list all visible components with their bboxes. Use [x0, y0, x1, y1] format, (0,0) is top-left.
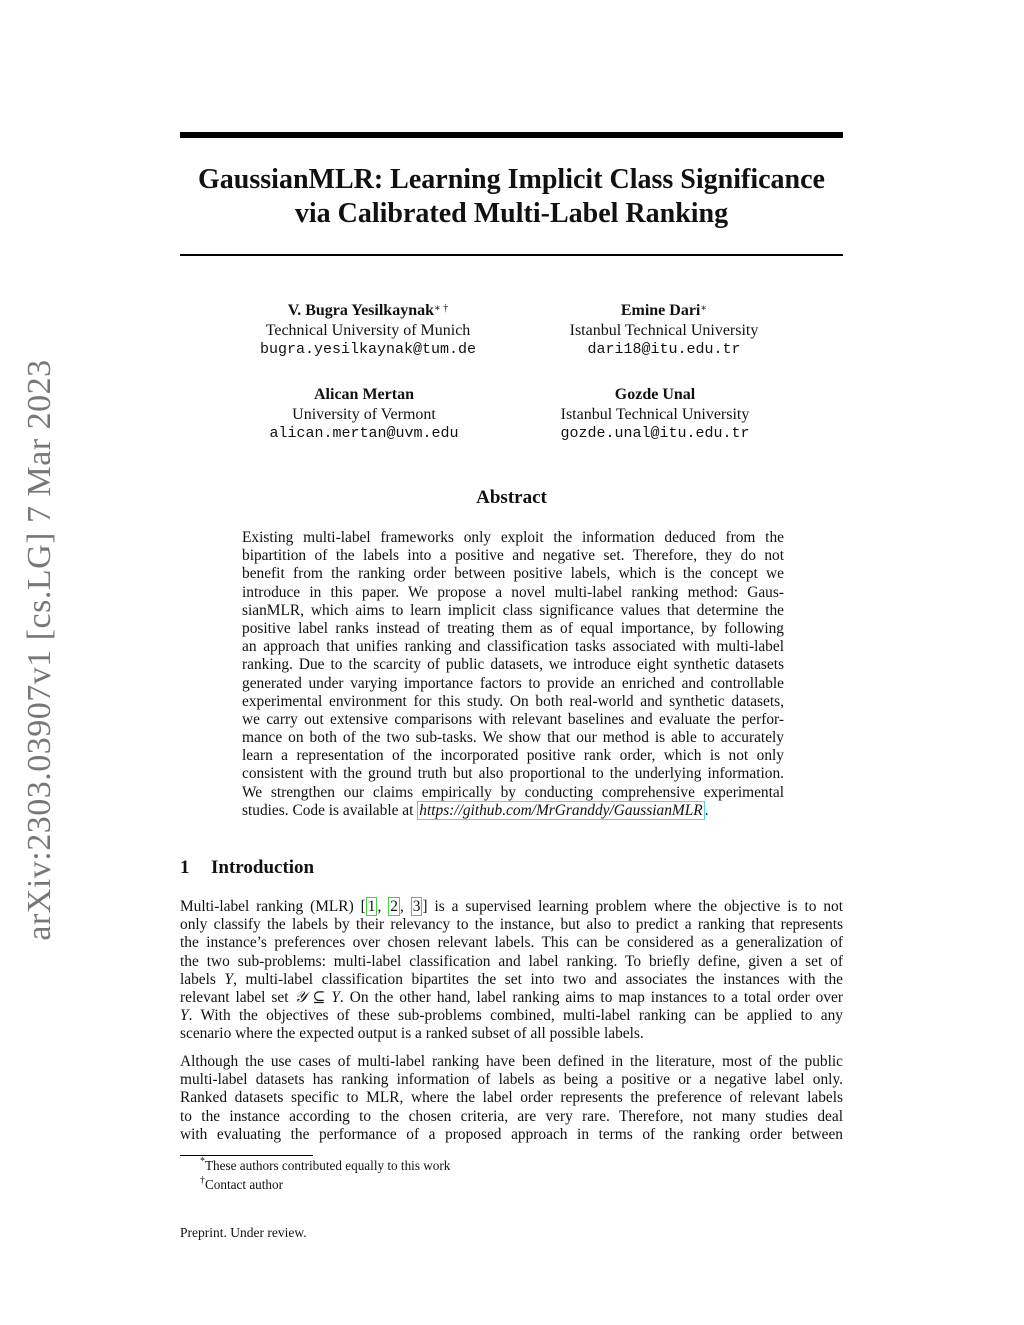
section-heading-introduction	[180, 857, 314, 879]
paragraph-line: Multi-label ranking (MLR) [ 1 , 2 , 3 ] is a supervised learning problem where the objective is to not	[180, 898, 844, 915]
paragraph-line	[180, 971, 843, 989]
section-number: 1	[180, 857, 190, 878]
abstract-line: introduce in this paper. We propose a novel multi-label ranking method: Gaus-	[242, 583, 784, 601]
intro-paragraph-1	[180, 898, 843, 1044]
paragraph-line: to the instance according to the chosen criteria, are very rare. Therefore, not many studies deal	[180, 1107, 843, 1125]
paragraph-line: with evaluating the performance of a proposed approach in terms of the ranking order between	[180, 1125, 843, 1143]
paragraph-line: multi-label datasets has ranking information of labels as being a positive or a negative label only.	[180, 1071, 843, 1089]
text-run: ] is a supervised learning problem where the objective is to not	[422, 898, 844, 915]
author-block	[514, 301, 814, 360]
author-marks: ∗ †	[433, 303, 449, 314]
abstract-line: an approach that unifies ranking and classification tasks associated with multi-label	[242, 638, 784, 656]
footnote-mark: †	[200, 1175, 205, 1186]
abstract-line: benefit from the ranking order between positive labels, which is the concept we	[242, 565, 784, 583]
paragraph-line: only classify the labels by their relevancy to the instance, but also to predict a ranking that represents	[180, 916, 843, 934]
author-name: Emine Dari	[620, 302, 701, 319]
title-top-rule	[180, 132, 843, 138]
title-line-1: GaussianMLR: Learning Implicit Class Significance	[198, 164, 825, 195]
text-run: relevant label set	[180, 988, 295, 1006]
author-affiliation: Istanbul Technical University	[560, 405, 750, 423]
abstract-line: Existing multi-label frameworks only exploit the information deduced from the	[242, 529, 784, 546]
author-email[interactable]: dari18@itu.edu.tr	[587, 341, 741, 358]
paragraph-line: the instance’s preferences over chosen relevant labels. This can be considered as a generalization of	[180, 934, 843, 952]
author-name: V. Bugra Yesilkaynak	[287, 302, 434, 319]
math-symbol: Y	[224, 970, 234, 988]
abstract-line: mance on both of the two sub-tasks. We show that our method is able to accurately	[242, 729, 784, 747]
author-name: Alican Mertan	[314, 386, 414, 403]
footnote	[200, 1158, 450, 1174]
abstract-body	[242, 529, 784, 820]
paragraph-line: the two sub-problems: multi-label classification and label ranking. To briefly define, given a set of	[180, 952, 843, 970]
abstract-line: learn a representation of the incorporated positive rank order, which is not only	[242, 747, 784, 765]
paragraph-line	[180, 1007, 843, 1025]
abstract-heading: Abstract	[476, 487, 547, 508]
preprint-note: Preprint. Under review.	[180, 1225, 307, 1240]
title-bottom-rule	[180, 254, 843, 256]
footnote-text: These authors contributed equally to this work	[205, 1158, 451, 1173]
title-line-2: via Calibrated Multi-Label Ranking	[294, 198, 729, 229]
footnote	[200, 1177, 283, 1193]
author-name: Gozde Unal	[614, 386, 696, 403]
section-title: Introduction	[211, 857, 315, 878]
text-run: labels	[180, 970, 225, 988]
abstract-text: .	[704, 801, 709, 819]
author-block	[214, 385, 514, 444]
text-run: . On the other hand, label ranking aims to map instances to a total order over	[339, 988, 843, 1006]
abstract-line: We strengthen our claims empirically by conducting comprehensive experimental	[242, 783, 784, 801]
paragraph-line: Ranked datasets specific to MLR, where the label order represents the preference of relevant labels	[180, 1089, 843, 1107]
citation-link[interactable]: 2	[390, 898, 398, 915]
abstract-line: bipartition of the labels into a positive and negative set. Therefore, they do not	[242, 547, 784, 565]
footnote-mark: *	[200, 1156, 205, 1167]
paragraph-line: scenario where the expected output is a ranked subset of all possible labels.	[180, 1025, 644, 1043]
author-email[interactable]: gozde.unal@itu.edu.tr	[560, 425, 750, 442]
author-email[interactable]: alican.mertan@uvm.edu	[269, 425, 459, 442]
author-block	[218, 301, 518, 360]
abstract-line: we carry out extensive comparisons with relevant baselines and evaluate the perfor-	[242, 710, 784, 728]
abstract-line: consistent with the ground truth but also proportional to the underlying information.	[242, 765, 784, 783]
math-expression: 𝒴 ⊆ Y	[294, 988, 340, 1006]
paper-title	[180, 163, 843, 231]
abstract-text: studies. Code is available at	[242, 801, 418, 819]
text-run: . With the objectives of these sub-problems combined, multi-label ranking can be applied to any	[188, 1007, 843, 1025]
author-marks: ∗	[700, 303, 708, 314]
author-block	[505, 385, 805, 444]
citation-link[interactable]: 1	[367, 898, 376, 915]
intro-paragraph-2	[180, 1053, 843, 1144]
citation-link[interactable]: 3	[412, 898, 421, 915]
math-symbol: Y	[180, 1007, 189, 1025]
abstract-line: positive label ranks instead of treating them as of equal importance, by following	[242, 619, 784, 637]
abstract-line: generated under varying importance factors to provide an enriched and controllable	[242, 674, 784, 692]
abstract-last-line	[242, 802, 784, 820]
code-url-link[interactable]: https://github.com/MrGranddy/GaussianMLR	[419, 801, 703, 819]
author-affiliation: Technical University of Munich	[265, 321, 471, 339]
footnote-text: Contact author	[205, 1177, 284, 1192]
arxiv-stamp-text: arXiv:2303.03907v1 [cs.LG] 7 Mar 2023	[21, 359, 58, 941]
abstract-line: sianMLR, which aims to learn implicit class significance values that determine the	[242, 601, 784, 619]
text-run: Multi-label ranking (MLR) [	[180, 898, 366, 915]
abstract-line: ranking. Due to the scarcity of public datasets, we introduce eight synthetic datasets	[242, 656, 784, 674]
author-email[interactable]: bugra.yesilkaynak@tum.de	[259, 341, 477, 358]
author-affiliation: Istanbul Technical University	[569, 321, 759, 339]
paragraph-line: Although the use cases of multi-label ranking have been defined in the literature, most of the public	[180, 1053, 843, 1070]
abstract-line: experimental environment for this study. On both real-world and synthetic datasets,	[242, 692, 784, 710]
paragraph-line	[180, 989, 843, 1007]
text-run: , multi-label classification bipartites the set into two and associates the instances with the	[233, 970, 843, 988]
author-affiliation: University of Vermont	[292, 405, 436, 423]
